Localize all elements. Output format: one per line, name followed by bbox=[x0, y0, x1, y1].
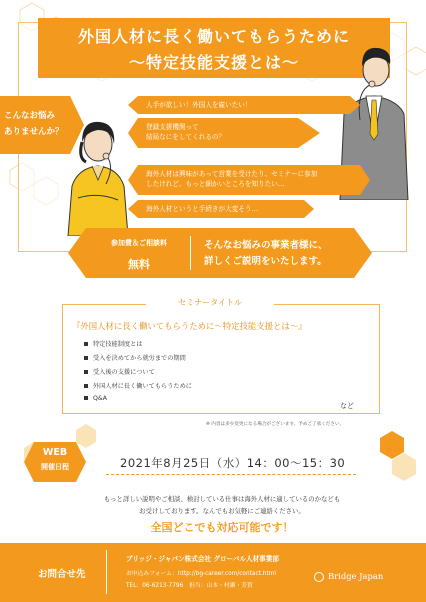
web-badge-line1: WEB bbox=[42, 447, 68, 458]
nationwide-support: 全国どこでも対応可能です！ bbox=[150, 521, 294, 534]
contact-label: お問合せ先 bbox=[38, 569, 86, 580]
concern-bubble-3-line1: 海外人材は興味があって営業を受けたり、セミナーに参加 bbox=[146, 170, 318, 178]
concern-bubble-2-line1: 登録支援機関って bbox=[146, 123, 199, 131]
concern-bubble-3 bbox=[138, 165, 360, 195]
fee-value: 無料 bbox=[128, 258, 150, 271]
concern-bubble-4-text: 海外人材というと手続きが大変そう… bbox=[146, 205, 259, 213]
page-title-line2: ～特定技能支援とは～ bbox=[128, 53, 299, 72]
seminar-label: セミナータイトル bbox=[178, 298, 242, 307]
application-form-link[interactable]: お申込みフォーム：http://bg-career.com/contact.html bbox=[126, 571, 276, 577]
fee-divider bbox=[190, 236, 191, 270]
agenda-item bbox=[84, 381, 192, 390]
company-name: ブリッジ・ジャパン株式会社 グローバル人材事業部 bbox=[126, 555, 279, 563]
agenda-item-text: 特定技能制度とは bbox=[93, 341, 143, 348]
concern-bubble-1-text: 人手が欲しい！外国人を雇いたい！ bbox=[146, 101, 252, 109]
more-info-line1: もっと詳しい説明やご相談、検討している仕事は海外人材に適しているのかなども bbox=[103, 495, 341, 503]
bullet-square-icon bbox=[84, 384, 88, 388]
concern-line2: ありませんか？ bbox=[4, 127, 64, 137]
concern-bubble-4 bbox=[138, 200, 304, 218]
fee-label: 参加費＆ご相談料 bbox=[111, 239, 167, 247]
agenda-item bbox=[84, 395, 107, 402]
agenda-item-text: 外国人材に長く働いてもらうために bbox=[93, 383, 192, 390]
concern-line1: こんなお悩み bbox=[4, 111, 56, 121]
phone-contact: TEL：06-6213-7796 担当：山本・村瀬・芳賀 bbox=[126, 583, 253, 589]
bullet-square-icon bbox=[84, 342, 88, 346]
fee-message-line2: 詳しくご説明をいたします。 bbox=[204, 256, 327, 267]
date-underline bbox=[106, 474, 356, 475]
concern-bubble-2-line2: 結局なにをしてくれるの？ bbox=[146, 133, 226, 141]
bullet-square-icon bbox=[84, 356, 88, 360]
concern-bubble-3-line2: したけれど、もっと細かいところを知りたい… bbox=[146, 180, 285, 188]
agenda-item bbox=[84, 339, 143, 348]
bullet-square-icon bbox=[84, 396, 88, 400]
agenda-item-text: Q&A bbox=[93, 395, 107, 402]
fee-message bbox=[204, 238, 364, 270]
agenda-item-text: 受入を決めてから就労までの期間 bbox=[93, 355, 186, 362]
seminar-title: 『外国人材に長く働いてもらうために～特定技能支援とは～』 bbox=[72, 321, 307, 331]
event-date: 2021年8月25日（水）14：00～15：30 bbox=[120, 456, 346, 470]
thinking-woman-illustration bbox=[58, 108, 138, 236]
concern-bubble-2 bbox=[138, 118, 298, 148]
concern-bubble-1 bbox=[138, 96, 350, 114]
agenda-etc: など bbox=[340, 402, 354, 410]
hexagon-cluster-right bbox=[372, 430, 422, 490]
fee-message-line1: そんなお悩みの事業者様に、 bbox=[204, 240, 328, 251]
footer-divider bbox=[106, 550, 107, 594]
web-badge-line2: 開催日程 bbox=[41, 463, 69, 471]
agenda-item bbox=[84, 367, 155, 376]
page-title-line1: 外国人材に長く働いてもらうために bbox=[77, 27, 350, 46]
content-change-note: ※ 内容は多少変更になる場合がございます。予めご了承ください。 bbox=[206, 422, 345, 427]
more-info-line2: お受けしております。なんでもお気軽にご連絡ください。 bbox=[139, 507, 305, 515]
bullet-square-icon bbox=[84, 370, 88, 374]
agenda-item bbox=[84, 353, 186, 362]
bridge-japan-logo-icon bbox=[314, 572, 324, 582]
agenda-item-text: 受入後の支援について bbox=[93, 369, 155, 376]
company-logo-text: Bridge Japan bbox=[328, 571, 384, 581]
